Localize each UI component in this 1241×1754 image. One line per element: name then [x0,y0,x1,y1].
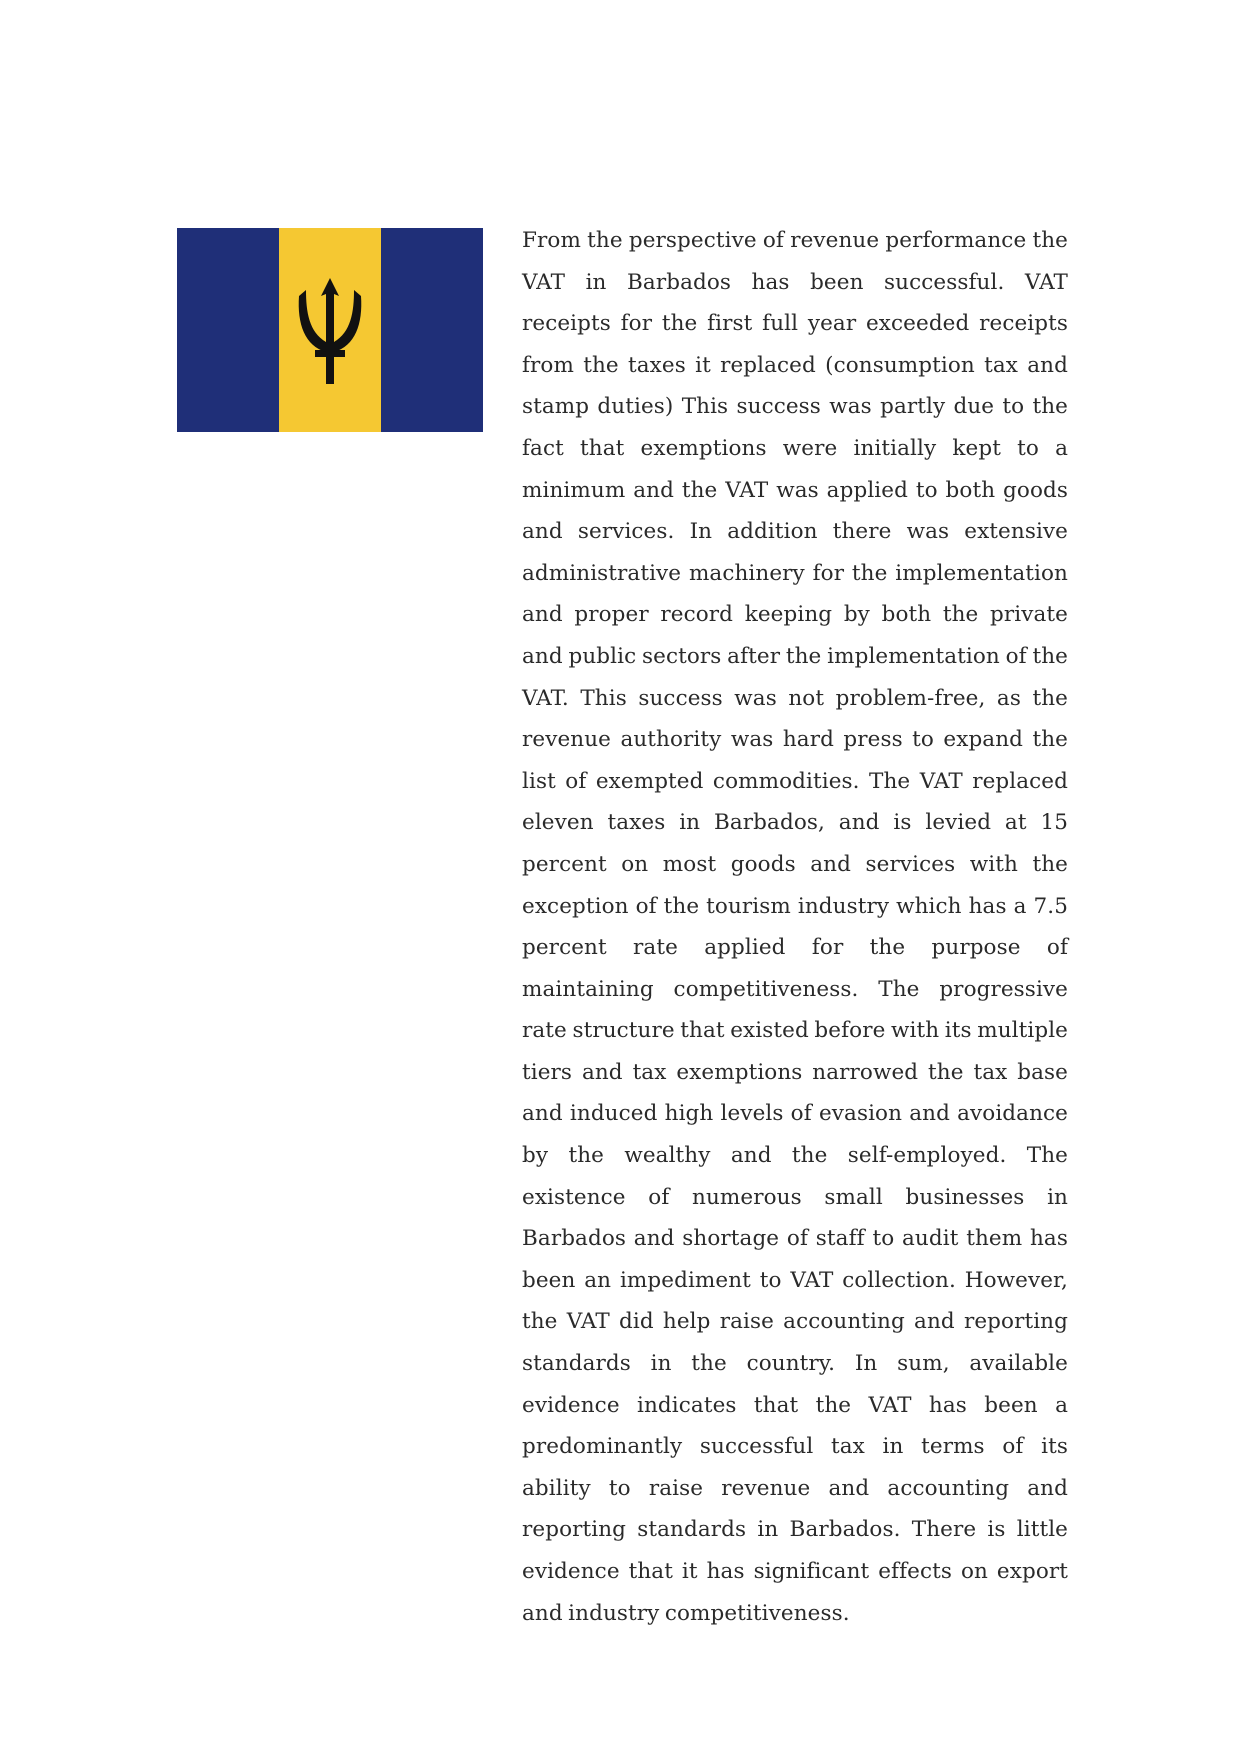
body-paragraph: From the perspective of revenue performance the VAT in Barbados has been successful. VAT receipts for the first full year exceeded receipts from the taxes it replaced (consumption tax and stamp duties) This success was partly due to the fact that exemptions were initially kept to a minimum and the VAT was applied to both goods and services. In addition there was extensive administrative machinery for the implementation and proper record keeping by both the private and public sectors after the implementation of the VAT. This success was not problem-free, as the revenue authority was hard press to expand the list of exempted commodities. The VAT replaced eleven taxes in Barbados, and is levied at 15 percent on most goods and services with the exception of the tourism industry which has a 7.5 percent rate applied for the purpose of maintaining competitiveness. The progressive rate structure that existed before with its multiple tiers and tax exemptions narrowed the tax base and induced high levels of evasion and avoidance by the wealthy and the self-employed. The existence of numerous small businesses in Barbados and shortage of staff to audit them has been an impediment to VAT collection. However, the VAT did help raise accounting and reporting standards in the country. In sum, available evidence indicates that the VAT has been a predominantly successful tax in terms of its ability to raise revenue and accounting and reporting standards in Barbados. There is little evidence that it has significant effects on export and industry competitiveness. [522,228,1068,1626]
flag-band-left [177,228,279,432]
flag-band-right [381,228,483,432]
barbados-flag-trident-icon [279,228,381,432]
barbados-flag [177,228,483,432]
